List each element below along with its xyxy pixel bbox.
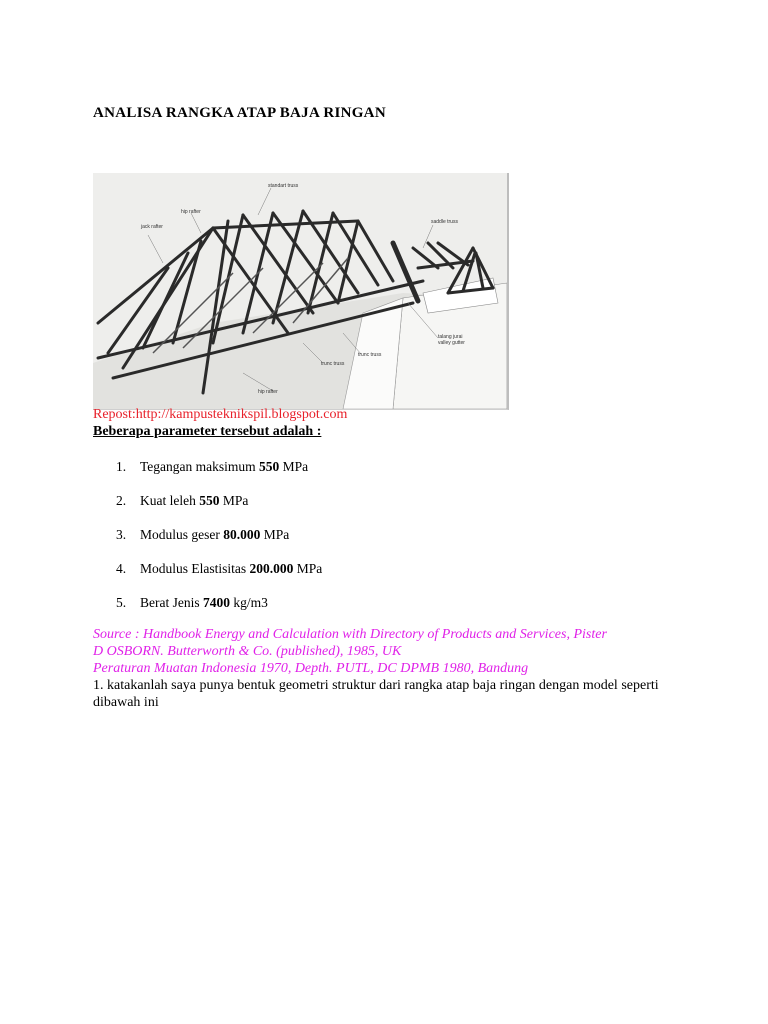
label-hip-rafter-top: hip rafter	[181, 209, 201, 215]
parameter-label: Modulus geser	[140, 527, 224, 542]
parameter-value: 7400	[203, 595, 230, 610]
source-line: D OSBORN. Butterworth & Co. (published), 1985, UK	[93, 644, 402, 659]
parameter-list	[116, 458, 322, 628]
parameter-value: 200.000	[249, 561, 294, 576]
parameter-number: 2.	[116, 493, 127, 508]
parameter-item	[116, 492, 322, 526]
roof-truss-figure	[93, 173, 509, 410]
parameter-label: Kuat leleh	[140, 493, 200, 508]
parameter-unit: MPa	[260, 527, 290, 542]
label-talang-jurai: talang jurai	[438, 334, 463, 340]
document-title: ANALISA RANGKA ATAP BAJA RINGAN	[93, 105, 386, 121]
label-hip-rafter-bottom: hip rafter	[258, 389, 278, 395]
parameter-number: 3.	[116, 527, 127, 542]
label-jack-rafter: jack rafter	[141, 224, 163, 230]
source-line: Peraturan Muatan Indonesia 1970, Depth. PUTL, DC DPMB 1980, Bandung	[93, 661, 529, 676]
parameter-number: 1.	[116, 459, 127, 474]
params-heading: Beberapa parameter tersebut adalah :	[93, 424, 322, 439]
roof-truss-drawing	[93, 173, 507, 409]
repost-link[interactable]: Repost:http://kampusteknikspil.blogspot.com	[93, 407, 348, 422]
label-standart-truss: standart truss	[268, 183, 299, 189]
parameter-label: Berat Jenis	[140, 595, 203, 610]
parameter-value: 80.000	[223, 527, 261, 542]
parameter-value: 550	[199, 493, 220, 508]
parameter-unit: MPa	[293, 561, 323, 576]
label-trunc-truss-2: trunc truss	[321, 361, 345, 367]
source-citation	[93, 626, 693, 677]
parameter-item	[116, 594, 322, 628]
parameter-unit: MPa	[219, 493, 249, 508]
parameter-number: 5.	[116, 595, 127, 610]
parameter-label: Modulus Elastisitas	[140, 561, 250, 576]
source-line: Source : Handbook Energy and Calculation with Directory of Products and Services, Pister	[93, 627, 607, 642]
label-saddle-truss: saddle truss	[431, 219, 458, 225]
parameter-item	[116, 560, 322, 594]
parameter-unit: MPa	[279, 459, 309, 474]
parameter-number: 4.	[116, 561, 127, 576]
parameter-item	[116, 526, 322, 560]
label-trunc-truss-1: trunc truss	[358, 352, 382, 358]
parameter-value: 550	[259, 459, 280, 474]
parameter-unit: kg/m3	[230, 595, 268, 610]
body-paragraph: 1. katakanlah saya punya bentuk geometri struktur dari rangka atap baja ringan dengan model seperti dibawah ini	[93, 678, 659, 710]
parameter-item	[116, 458, 322, 492]
parameter-label: Tegangan maksimum	[140, 459, 260, 474]
label-valley-gutter: valley gutter	[438, 340, 465, 346]
